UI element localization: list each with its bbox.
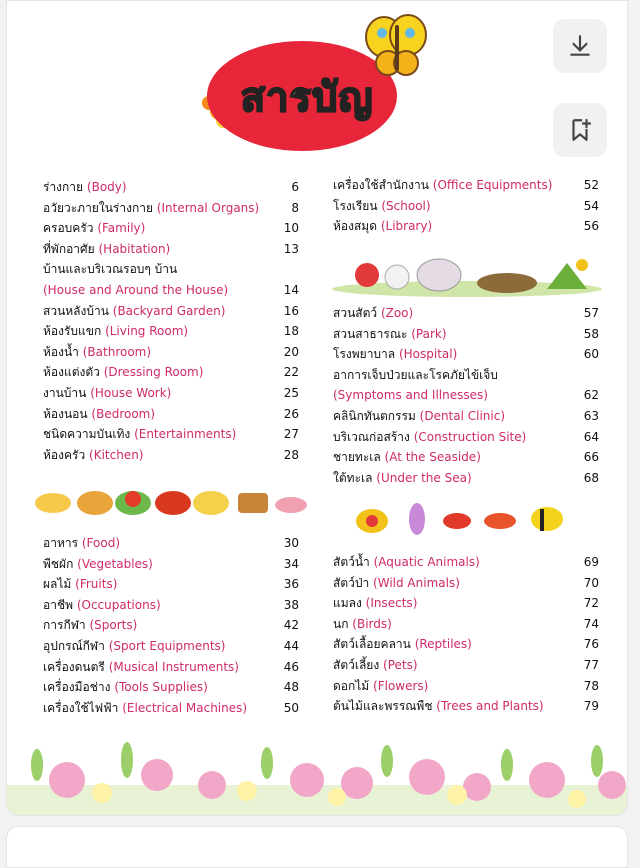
toc-entry bbox=[43, 321, 188, 341]
toc-entry-english: (School) bbox=[381, 198, 431, 213]
toc-entry-english: (Dental Clinic) bbox=[419, 409, 506, 423]
toc-entry bbox=[333, 552, 480, 572]
butterfly-icon bbox=[362, 11, 432, 81]
toc-page-number: 68 bbox=[583, 470, 599, 485]
toc-entry bbox=[333, 676, 428, 696]
toc-entry bbox=[43, 595, 161, 615]
toc-entry-thai: อวัยวะภายในร่างกาย bbox=[43, 200, 157, 215]
toc-entry-english: (Tools Supplies) bbox=[114, 680, 208, 695]
toc-page-number: 54 bbox=[583, 198, 599, 213]
next-page-card bbox=[6, 826, 628, 868]
toc-entry bbox=[43, 404, 155, 424]
toc-entry bbox=[43, 615, 137, 635]
toc-page-number: 13 bbox=[283, 241, 299, 256]
toc-page-number: 48 bbox=[283, 680, 299, 695]
toc-page-number: 50 bbox=[283, 700, 299, 715]
toc-page-number: 57 bbox=[583, 306, 599, 320]
toc-entry-thai: ชนิดความบันเทิง bbox=[43, 427, 135, 442]
toc-page-number: 6 bbox=[291, 180, 299, 194]
toc-entry-thai: สวนสัตว์ bbox=[333, 306, 381, 320]
toc-entry-english: (Sport Equipments) bbox=[108, 639, 226, 653]
toc-page-number: 76 bbox=[583, 637, 599, 652]
toc-entry-thai: ร่างกาย bbox=[43, 180, 87, 194]
download-button[interactable] bbox=[553, 19, 607, 73]
toc-page-number: 25 bbox=[283, 386, 299, 400]
toc-entry-thai: ห้องนอน bbox=[43, 406, 92, 421]
toc-entry-english: (Vegetables) bbox=[77, 556, 153, 571]
toc-entry-thai: การกีฬา bbox=[43, 618, 90, 633]
toc-entry bbox=[333, 573, 460, 593]
toc-entry-thai: ครอบครัว bbox=[43, 221, 98, 236]
toc-entry bbox=[43, 636, 226, 656]
toc-entry-thai: โรงเรียน bbox=[333, 198, 382, 213]
toc-entry bbox=[333, 634, 472, 654]
toc-page-number: 28 bbox=[283, 447, 299, 462]
toc-entry-thai: อาหาร bbox=[43, 536, 82, 550]
toc-entry-thai: คลินิกทันตกรรม bbox=[333, 409, 420, 423]
bookmark-add-button[interactable] bbox=[553, 103, 607, 157]
toc-page-number: 46 bbox=[283, 659, 299, 674]
toc-entry-english: (Park) bbox=[411, 326, 447, 341]
toc-entry-english: (Hospital) bbox=[398, 347, 458, 362]
toc-entry bbox=[43, 698, 247, 718]
toc-entry bbox=[43, 533, 120, 553]
toc-entry-english: (House and Around the House) bbox=[43, 283, 229, 297]
toc-page-number: 38 bbox=[283, 597, 299, 612]
toc-entry bbox=[333, 593, 417, 613]
toc-entry-thai: สวนสาธารณะ bbox=[333, 326, 412, 341]
toc-entry bbox=[43, 383, 171, 403]
toc-entry-thai: ห้องสมุด bbox=[333, 219, 381, 234]
toc-entry-thai: บริเวณก่อสร้าง bbox=[333, 429, 414, 444]
toc-entry-thai: สัตว์เลื้อยคลาน bbox=[333, 637, 415, 652]
toc-entry-thai: อาชีพ bbox=[43, 597, 77, 612]
toc-page-number: 62 bbox=[583, 388, 599, 403]
toc-entry-english: (Insects) bbox=[365, 596, 418, 611]
toc-page-number: 44 bbox=[283, 639, 299, 653]
toc-entry-thai: งานบ้าน bbox=[43, 386, 91, 400]
toc-page-number: 60 bbox=[583, 347, 599, 362]
toc-entry-thai: ชายทะเล bbox=[333, 450, 385, 465]
toc-entry-english: (Dressing Room) bbox=[103, 365, 204, 380]
toc-entry bbox=[43, 198, 259, 218]
toc-page-number: 16 bbox=[283, 303, 299, 318]
toc-entry-thai: นก bbox=[333, 616, 353, 631]
toc-page-number: 8 bbox=[291, 200, 299, 215]
page-title: สารบัญ bbox=[240, 75, 374, 121]
toc-entry bbox=[333, 614, 392, 634]
toc-entry-thai: อาการเจ็บป่วยและโรคภัยไข้เจ็บ bbox=[333, 367, 498, 382]
toc-entry-english: (Sports) bbox=[89, 618, 138, 633]
toc-entry-english: (Flowers) bbox=[373, 678, 429, 693]
toc-entry-english: (Zoo) bbox=[380, 306, 414, 320]
toc-entry bbox=[43, 342, 151, 362]
toc-entry bbox=[43, 554, 153, 574]
toc-page-number: 52 bbox=[583, 178, 599, 192]
toc-entry bbox=[333, 427, 526, 447]
toc-entry bbox=[333, 385, 488, 405]
toc-page-number: 34 bbox=[283, 556, 299, 571]
toc-entry-thai: โรงพยาบาล bbox=[333, 347, 399, 362]
toc-page-number: 30 bbox=[283, 536, 299, 550]
toc-page-number: 10 bbox=[283, 221, 299, 236]
toc-entry-english: (Bathroom) bbox=[82, 344, 152, 359]
toc-entry-thai: สัตว์เลี้ยง bbox=[333, 658, 384, 672]
toc-entry-thai: ใต้ทะเล bbox=[333, 470, 377, 485]
toc-entry-english: (Kitchen) bbox=[89, 447, 144, 462]
toc-page-number: 64 bbox=[583, 429, 599, 444]
toc-page-number: 63 bbox=[583, 409, 599, 423]
toc-entry-thai: เครื่องดนตรี bbox=[43, 659, 109, 674]
toc-entry-thai: สวนหลังบ้าน bbox=[43, 303, 113, 318]
toc-entry bbox=[333, 406, 505, 426]
toc-entry-thai: เครื่องใช้ไฟฟ้า bbox=[43, 700, 123, 715]
toc-page-number: 27 bbox=[283, 427, 299, 442]
toc-entry-english: (Electrical Machines) bbox=[122, 700, 248, 715]
toc-entry-english: (Wild Animals) bbox=[373, 575, 460, 590]
toc-entry-thai: บ้านและบริเวณรอบๆ บ้าน bbox=[43, 262, 178, 277]
toc-entry-thai: ห้องรับแขก bbox=[43, 324, 106, 339]
toc-page-number: 78 bbox=[583, 678, 599, 693]
toc-entry bbox=[333, 303, 413, 323]
toc-entry-english: (Food) bbox=[81, 536, 120, 550]
toc-entry-english: (Living Room) bbox=[105, 324, 189, 339]
toc-entry-english: (Musical Instruments) bbox=[108, 659, 239, 674]
toc-entry bbox=[333, 196, 431, 216]
sea-animals-decoration-icon bbox=[352, 499, 572, 539]
toc-entry-english: (Habitation) bbox=[98, 241, 171, 256]
toc-entry-thai: ห้องแต่งตัว bbox=[43, 365, 104, 380]
toc-entry-thai: ต้นไม้และพรรณพืช bbox=[333, 699, 437, 714]
toc-page-number: 70 bbox=[583, 575, 599, 590]
toc-entry-english: (Body) bbox=[86, 180, 127, 194]
toc-entry-thai: ห้องครัว bbox=[43, 447, 90, 462]
toc-entry-english: (Pets) bbox=[383, 658, 418, 672]
toc-entry bbox=[43, 259, 177, 279]
toc-entry bbox=[43, 657, 239, 677]
toc-page-number: 58 bbox=[583, 326, 599, 341]
toc-entry-english: (Occupations) bbox=[76, 597, 161, 612]
toc-page-number: 69 bbox=[583, 555, 599, 569]
toc-entry bbox=[43, 677, 208, 697]
toc-entry bbox=[43, 218, 145, 238]
toc-page-number: 18 bbox=[283, 324, 299, 339]
toc-entry bbox=[333, 175, 552, 195]
toc-page-number: 74 bbox=[583, 616, 599, 631]
zoo-decoration-icon bbox=[327, 253, 607, 299]
toc-entry bbox=[333, 655, 418, 675]
toc-entry-thai: สัตว์ป่า bbox=[333, 575, 374, 590]
toc-page-number: 26 bbox=[283, 406, 299, 421]
toc-entry-thai: เครื่องใช้สำนักงาน bbox=[333, 178, 433, 192]
toc-entry-english: (Office Equipments) bbox=[432, 178, 553, 192]
toc-entry-english: (House Work) bbox=[90, 386, 172, 400]
download-icon bbox=[567, 33, 593, 59]
bookmark-add-icon bbox=[567, 117, 593, 143]
toc-page-number: 79 bbox=[583, 699, 599, 714]
toc-entry bbox=[43, 574, 117, 594]
toc-entry-english: (Family) bbox=[97, 221, 146, 236]
toc-entry-thai: ห้องน้ำ bbox=[43, 344, 83, 359]
toc-entry-english: (Fruits) bbox=[75, 577, 118, 592]
toc-entry-english: (Symptoms and Illnesses) bbox=[333, 388, 488, 403]
toc-entry-thai: อุปกรณ์กีฬา bbox=[43, 639, 109, 653]
toc-entry bbox=[43, 424, 236, 444]
toc-entry-english: (Entertainments) bbox=[134, 427, 237, 442]
toc-entry-english: (Reptiles) bbox=[414, 637, 472, 652]
toc-page-card bbox=[6, 0, 628, 816]
toc-entry bbox=[333, 344, 457, 364]
toc-page-number: 56 bbox=[583, 219, 599, 234]
food-decoration-icon bbox=[33, 481, 313, 521]
toc-entry-english: (Construction Site) bbox=[413, 429, 527, 444]
toc-entry-english: (Trees and Plants) bbox=[436, 699, 544, 714]
toc-entry bbox=[333, 216, 432, 236]
toc-entry bbox=[43, 445, 143, 465]
toc-entry bbox=[43, 177, 127, 197]
toc-entry-english: (Bedroom) bbox=[91, 406, 156, 421]
toc-entry-thai: ดอกไม้ bbox=[333, 678, 374, 693]
toc-entry-english: (Internal Organs) bbox=[156, 200, 260, 215]
toc-entry bbox=[333, 447, 481, 467]
toc-entry-english: (Under the Sea) bbox=[376, 470, 472, 485]
title-badge bbox=[197, 19, 437, 159]
toc-page-number: 72 bbox=[583, 596, 599, 611]
toc-entry-english: (Birds) bbox=[352, 616, 392, 631]
toc-entry-thai: พืชผัก bbox=[43, 556, 78, 571]
toc-entry-thai: แมลง bbox=[333, 596, 366, 611]
toc-page-number: 36 bbox=[283, 577, 299, 592]
toc-entry bbox=[333, 696, 544, 716]
toc-entry bbox=[333, 324, 447, 344]
toc-page-number: 77 bbox=[583, 658, 599, 672]
toc-entry-english: (Aquatic Animals) bbox=[373, 555, 480, 569]
toc-entry-thai: ที่พักอาศัย bbox=[43, 241, 99, 256]
toc-page-number: 66 bbox=[583, 450, 599, 465]
toc-entry bbox=[43, 280, 228, 300]
toc-page-number: 42 bbox=[283, 618, 299, 633]
toc-entry-english: (Backyard Garden) bbox=[112, 303, 226, 318]
toc-entry-thai: สัตว์น้ำ bbox=[333, 555, 374, 569]
toc-page-number: 20 bbox=[283, 344, 299, 359]
toc-page-number: 22 bbox=[283, 365, 299, 380]
toc-entry-english: (Library) bbox=[380, 219, 433, 234]
toc-entry bbox=[43, 239, 170, 259]
toc-entry bbox=[333, 468, 472, 488]
toc-entry-thai: เครื่องมือช่าง bbox=[43, 680, 115, 695]
toc-page-number: 14 bbox=[283, 283, 299, 297]
toc-entry bbox=[43, 362, 203, 382]
toc-entry-thai: ผลไม้ bbox=[43, 577, 76, 592]
toc-entry-english: (At the Seaside) bbox=[384, 450, 481, 465]
toc-entry bbox=[333, 365, 498, 385]
toc-entry bbox=[43, 301, 225, 321]
flowers-border-icon bbox=[7, 725, 627, 815]
